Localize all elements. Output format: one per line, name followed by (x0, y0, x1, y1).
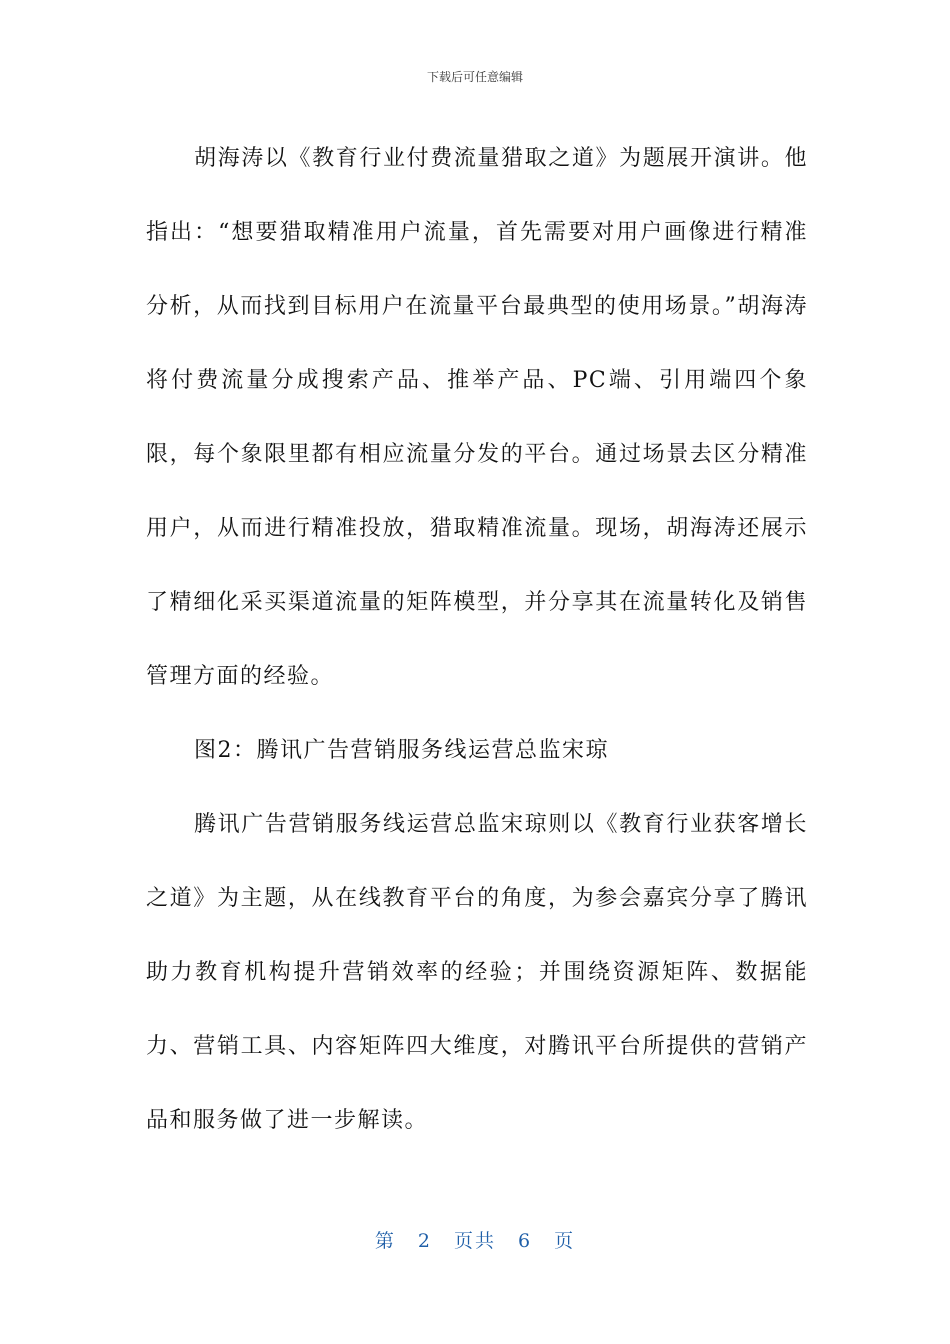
paragraph-speech-hu-haitao: 胡海涛以《教育行业付费流量猎取之道》为题展开演讲。他指出：“想要猎取精准用户流量，首先需要对用户画像进行精准分析，从而找到目标用户在流量平台最典型的使用场景。”胡海涛将付费流量分成搜索产品、推举产品、PC端、引用端四个象限，每个象限里都有相应流量分发的平台。通过场景去区分精准用户，从而进行精准投放，猎取精准流量。现场，胡海涛还展示了精细化采买渠道流量的矩阵模型，并分享其在流量转化及销售管理方面的经验。 (146, 146, 808, 689)
paragraph-speech-song-qiong: 腾讯广告营销服务线运营总监宋琼则以《教育行业获客增长之道》为主题，从在线教育平台的角度，为参会嘉宾分享了腾讯助力教育机构提升营销效率的经验；并围绕资源矩阵、数据能力、营销工具、内容矩阵四大维度，对腾讯平台所提供的营销产品和服务做了进一步解读。 (146, 812, 808, 1133)
page-number: 第 2 页共 6 页 (374, 1230, 576, 1252)
document-body (146, 122, 808, 1158)
figure-caption: 图2：腾讯广告营销服务线运营总监宋琼 (194, 738, 609, 763)
header-note: 下载后可任意编辑 (426, 70, 523, 84)
